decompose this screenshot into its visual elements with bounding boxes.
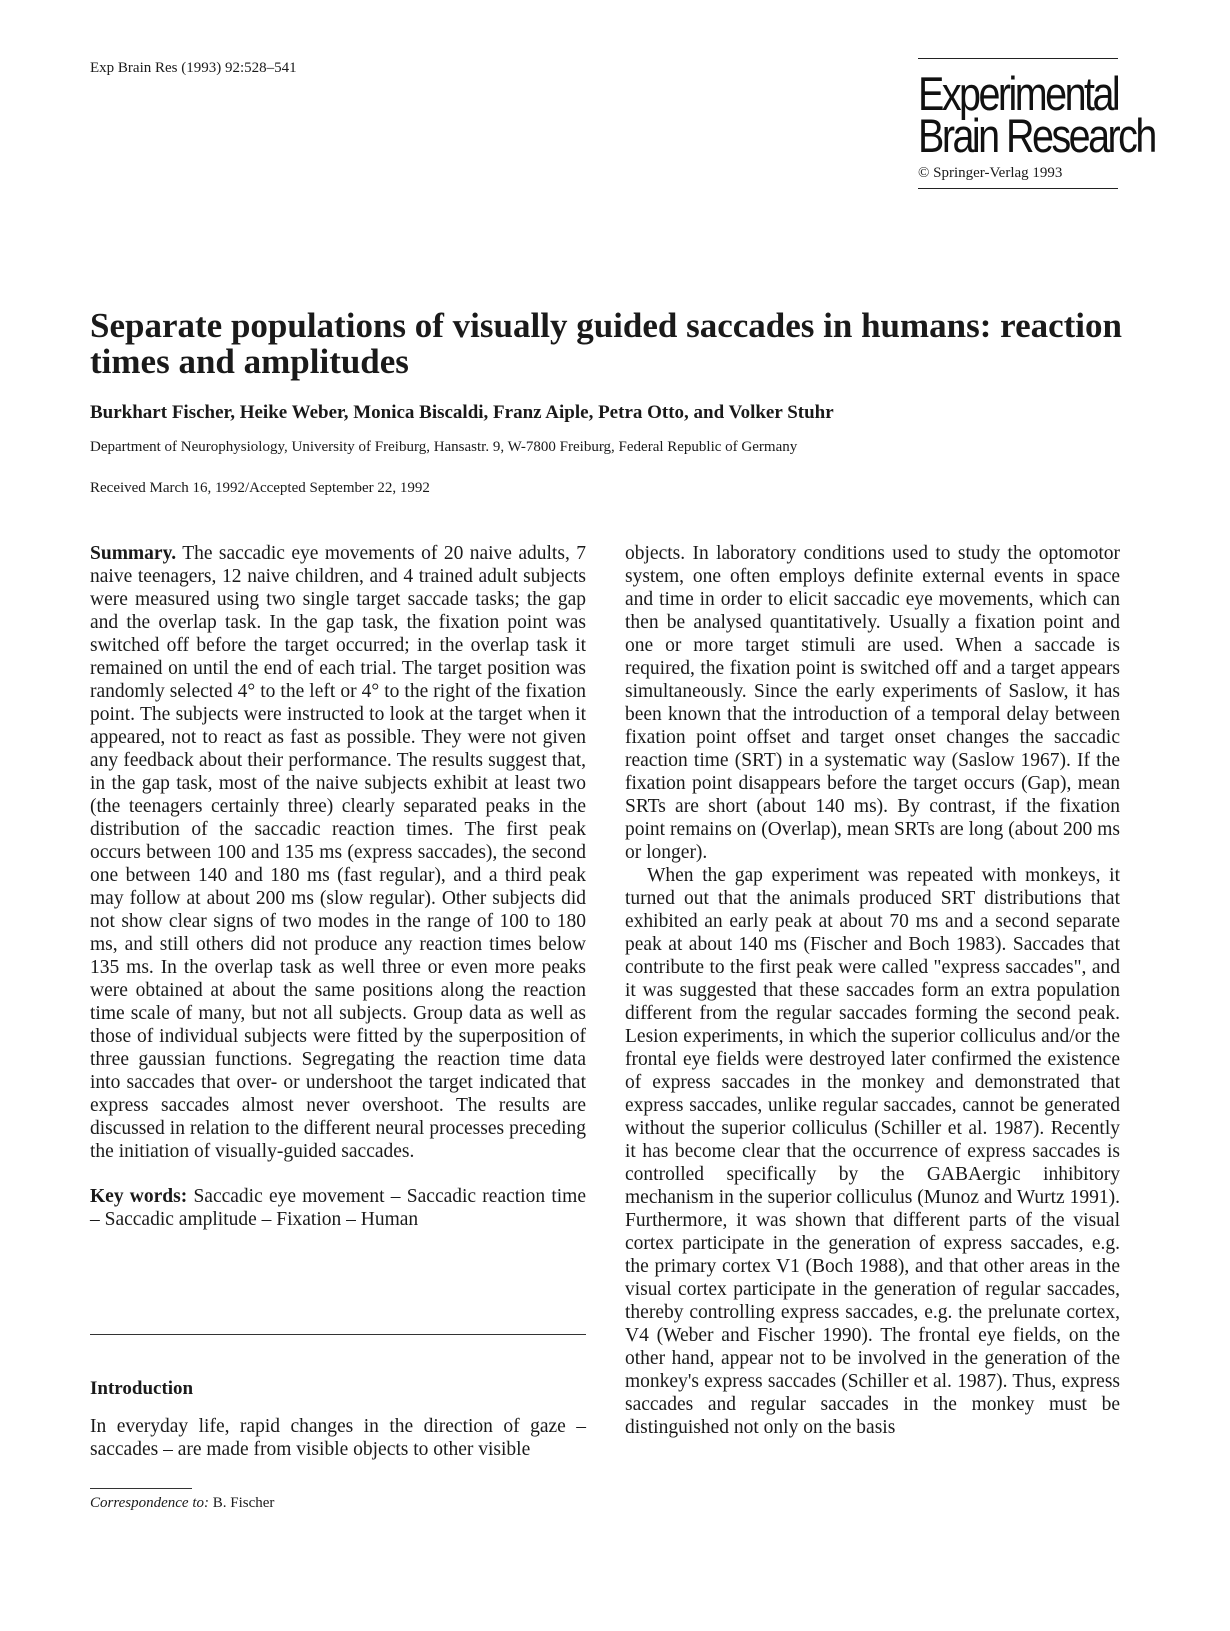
summary-heading: Summary.	[90, 543, 177, 564]
introduction-paragraph-start: In everyday life, rapid changes in the direction of gaze – saccades – are made from visible objects to other visible	[90, 1416, 586, 1460]
left-column	[90, 542, 586, 1231]
section-divider	[90, 1334, 586, 1335]
right-column	[625, 542, 1120, 1439]
keywords-text: Saccadic eye movement – Saccadic reaction time – Saccadic amplitude – Fixation – Human	[90, 1186, 586, 1230]
copyright-notice: © Springer-Verlag 1993	[918, 165, 1063, 181]
masthead-bottom-rule	[918, 188, 1118, 189]
journal-citation: Exp Brain Res (1993) 92:528–541	[90, 60, 297, 76]
footnote-name: B. Fischer	[212, 1495, 275, 1511]
journal-name-line2: Brain Research	[918, 109, 1155, 162]
footnote-label: Correspondence to:	[90, 1495, 210, 1511]
article-title: Separate populations of visually guided saccades in humans: reaction times and amplitudes	[90, 306, 1122, 381]
summary-paragraph	[90, 542, 586, 1163]
introduction-heading: Introduction	[90, 1378, 194, 1399]
keywords-paragraph	[90, 1185, 586, 1231]
article-authors: Burkhart Fischer, Heike Weber, Monica Biscaldi, Franz Aiple, Petra Otto, and Volker Stuhr	[90, 402, 834, 423]
keywords-heading: Key words:	[90, 1186, 188, 1207]
summary-text: The saccadic eye movements of 20 naive adults, 7 naive teenagers, 12 naive children, and 4 trained adult subjects were measured using two single target saccade tasks; the gap and the overlap task. In the gap task, the fixation point was switched off before the target occurred; in the overlap task it remained on until the end of each trial. The target position was randomly selected 4° to the left or 4° to the right of the fixation point. The subjects were instructed to look at the target when it appeared, not to react as fast as possible. They were not given any feedback about their performance. The results suggest that, in the gap task, most of the naive subjects exhibit at least two (the teenagers certainly three) clearly separated peaks in the distribution of the saccadic reaction times. The first peak occurs between 100 and 135 ms (express saccades), the second one between 140 and 180 ms (fast regular), and a third peak may follow at about 200 ms (slow regular). Other subjects did not show clear signs of two modes in the range of 100 to 180 ms, and still others did not produce any reaction times below 135 ms. In the overlap task as well three or even more peaks were obtained at about the same positions along the reaction time scale of many, but not all subjects. Group data as well as those of individual subjects were fitted by the superposition of three gaussian functions. Segregating the reaction time data into saccades that over- or undershoot the target indicated that express saccades almost never overshoot. The results are discussed in relation to the different neural processes preceding the initiation of visually-guided saccades.	[90, 543, 586, 1162]
author-affiliation: Department of Neurophysiology, University of Freiburg, Hansastr. 9, W-7800 Freiburg, Federal Republic of Germany	[90, 439, 798, 455]
journal-masthead	[918, 58, 1155, 189]
introduction-paragraph-continued: objects. In laboratory conditions used to study the optomotor system, one often employs definite external events in space and time in order to elicit saccadic eye movements, which can then be analysed quantitatively. Usually a fixation point and one or more target stimuli are used. When a saccade is required, the fixation point is switched off and a target appears simultaneously. Since the early experiments of Saslow, it has been known that the introduction of a temporal delay between fixation point offset and target onset changes the saccadic reaction time (SRT) in a systematic way (Saslow 1967). If the fixation point disappears before the target occurs (Gap), mean SRTs are short (about 140 ms). By contrast, if the fixation point remains on (Overlap), mean SRTs are long (about 200 ms or longer).	[625, 543, 1120, 863]
introduction-paragraph-2: When the gap experiment was repeated with monkeys, it turned out that the animals produced SRT distributions that exhibited an early peak at about 70 ms and a second separate peak at about 140 ms (Fischer and Boch 1983). Saccades that contribute to the first peak were called "express saccades", and it was suggested that these saccades form an extra population different from the regular saccades forming the second peak. Lesion experiments, in which the superior colliculus and/or the frontal eye fields were destroyed later confirmed the existence of express saccades in the monkey and demonstrated that express saccades, unlike regular saccades, cannot be generated without the superior colliculus (Schiller et al. 1987). Recently it has become clear that the occurrence of express saccades is controlled specifically by the GABAergic inhibitory mechanism in the superior colliculus (Munoz and Wurtz 1991). Furthermore, it was shown that different parts of the visual cortex participate in the generation of express saccades, e.g. the primary cortex V1 (Boch 1988), and that other areas in the visual cortex participate in the generation of regular saccades, thereby controlling express saccades, e.g. the prelunate cortex, V4 (Weber and Fischer 1990). The frontal eye fields, on the other hand, appear not to be involved in the generation of the monkey's express saccades (Schiller et al. 1987). Thus, express saccades and regular saccades in the monkey must be distinguished not only on the basis	[625, 865, 1120, 1438]
journal-name-line1: Experimental	[918, 67, 1119, 120]
masthead-top-rule	[918, 58, 1118, 59]
correspondence-footnote	[90, 1495, 274, 1512]
footnote-rule	[90, 1488, 192, 1489]
received-dates: Received March 16, 1992/Accepted September 22, 1992	[90, 480, 430, 496]
